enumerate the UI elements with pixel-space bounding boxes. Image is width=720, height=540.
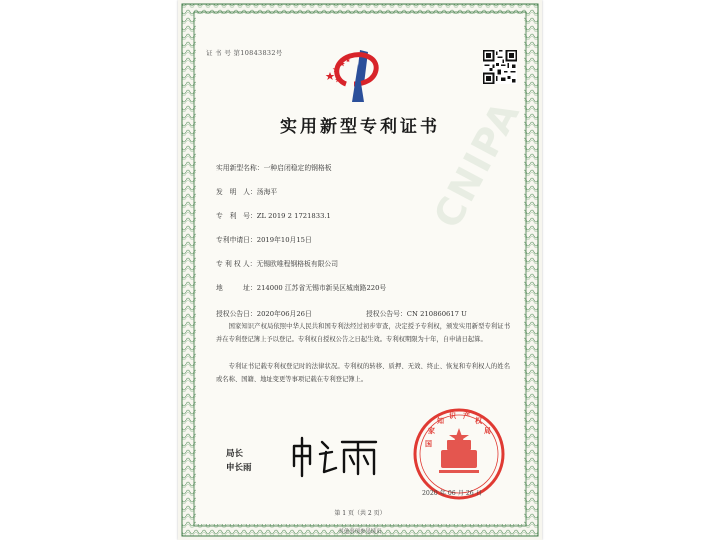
field-utility-model-name — [216, 162, 332, 172]
director-title: 局长 — [226, 449, 244, 459]
director-signature — [288, 432, 380, 480]
grant-paragraph: 国家知识产权局依照中华人民共和国专利法经过初步审查，决定授予专利权，颁发实用新型专利证书并在专利登记簿上予以登记。专利权自授权公告之日起生效。专利权期限为十年，自申请日起算。 — [216, 323, 510, 343]
field-label: 实用新型名称： — [216, 164, 264, 172]
field-label: 专利申请日： — [216, 236, 257, 244]
svg-text:局: 局 — [484, 427, 491, 435]
field-label: 授权公告号： — [366, 310, 407, 318]
page-number: 第 1 页（共 2 页） — [334, 510, 386, 517]
field-value: 汤海平 — [256, 188, 278, 196]
field-patent-number — [216, 210, 331, 220]
certificate-body — [196, 14, 529, 524]
footnote: 其他事项参见续页 — [338, 529, 382, 535]
field-value: ZL 2019 2 1721833.1 — [256, 212, 331, 220]
field-inventor — [216, 186, 277, 196]
legal-status-statement — [216, 360, 510, 386]
certificate-sheet — [178, 0, 542, 540]
seal-date: 2020 年 06 月 26 日 — [422, 490, 482, 497]
field-value: 无锡欧唯程钢格板有限公司 — [256, 260, 339, 268]
field-label: 专 利 权 人： — [216, 260, 257, 268]
director-name: 申长雨 — [226, 463, 252, 473]
svg-text:产: 产 — [463, 412, 470, 420]
legal-status-paragraph: 专利证书记载专利权登记时的法律状况。专利权的转移、质押、无效、终止、恢复和专利权人的姓名或名称、国籍、地址变更等事项记载在专利登记簿上。 — [216, 363, 510, 383]
svg-text:识: 识 — [449, 412, 456, 420]
svg-text:国: 国 — [425, 440, 432, 448]
director-block — [226, 447, 252, 475]
certificate-number: 证 书 号 第10843832号 — [206, 49, 283, 57]
grant-statement — [216, 320, 510, 346]
field-grant-date — [216, 308, 312, 318]
field-value: 2019年10月15日 — [256, 236, 312, 244]
field-label: 地 址： — [216, 284, 257, 292]
certificate-title: 实用新型专利证书 — [280, 117, 440, 137]
field-value: 214000 江苏省无锡市新吴区城南路220号 — [256, 284, 387, 292]
field-application-date — [216, 234, 312, 244]
field-value: 2020年06月26日 — [256, 310, 312, 318]
field-grant-number — [366, 308, 467, 318]
field-label: 授权公告日： — [216, 310, 257, 318]
svg-text:知: 知 — [437, 417, 444, 425]
field-label: 发 明 人： — [216, 188, 257, 196]
field-address — [216, 282, 386, 292]
field-label: 专 利 号： — [216, 212, 257, 220]
field-value: CN 210860617 U — [406, 310, 467, 318]
qr-code — [483, 50, 517, 84]
field-patentee — [216, 258, 338, 268]
svg-text:家: 家 — [428, 427, 435, 435]
watermark: CNIPA — [425, 92, 529, 236]
svg-text:权: 权 — [475, 417, 482, 425]
field-value: 一种启闭稳定的钢格板 — [263, 164, 332, 172]
cnipa-logo — [324, 44, 386, 110]
